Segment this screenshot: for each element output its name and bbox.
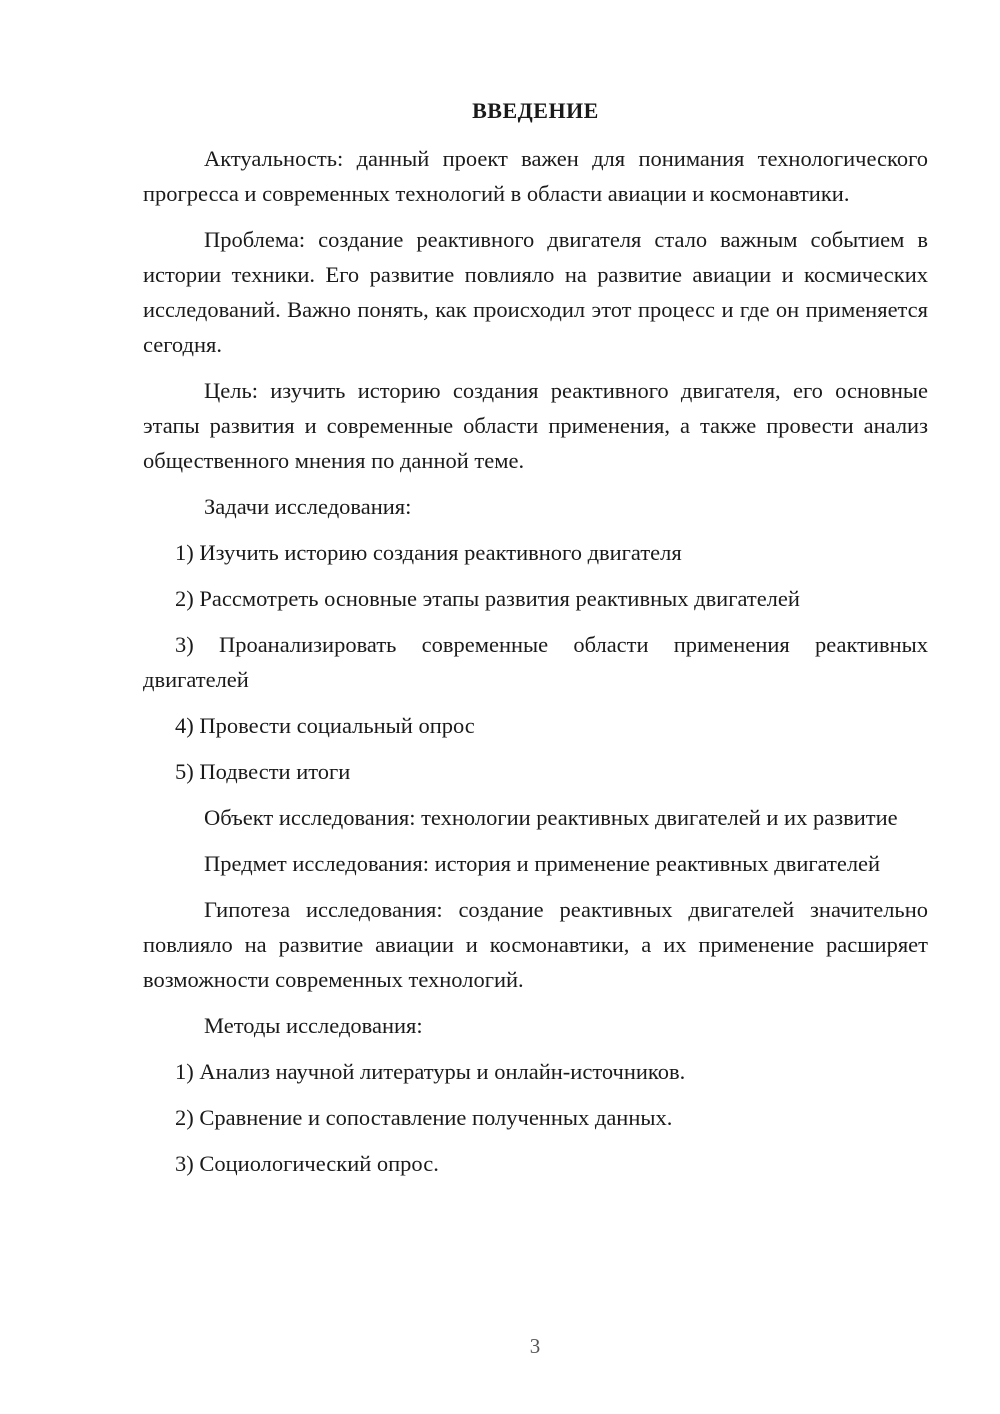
task-item-4: 4) Провести социальный опрос	[175, 713, 475, 738]
paragraph-methods-heading: Методы исследования:	[204, 1013, 423, 1038]
paragraph-relevance: Актуальность: данный проект важен для понимания технологического прогресса и современных технологий в области авиации и космонавтики.	[143, 146, 928, 206]
document-page	[143, 96, 928, 1192]
paragraph-problem: Проблема: создание реактивного двигателя стало важным событием в истории техники. Его развитие повлияло на развитие авиации и космических исследований. Важно понять, как происходил этот процесс и где он применяется сегодня.	[143, 227, 928, 357]
task-item-3: 3) Проанализировать современные области применения реактивных двигателей	[143, 632, 928, 692]
paragraph-subject: Предмет исследования: история и применение реактивных двигателей	[204, 851, 881, 876]
method-item-1: 1) Анализ научной литературы и онлайн-источников.	[175, 1059, 686, 1084]
page-title: ВВЕДЕНИЕ	[472, 98, 599, 123]
method-item-3: 3) Социологический опрос.	[175, 1151, 439, 1176]
task-item-1: 1) Изучить историю создания реактивного двигателя	[175, 540, 682, 565]
task-item-5: 5) Подвести итоги	[175, 759, 351, 784]
paragraph-hypothesis: Гипотеза исследования: создание реактивных двигателей значительно повлияло на развитие авиации и космонавтики, а их применение расширяет возможности современных технологий.	[143, 897, 928, 992]
page-number: 3	[529, 1334, 541, 1358]
paragraph-tasks-heading: Задачи исследования:	[204, 494, 412, 519]
task-item-2: 2) Рассмотреть основные этапы развития реактивных двигателей	[175, 586, 800, 611]
method-item-2: 2) Сравнение и сопоставление полученных данных.	[175, 1105, 673, 1130]
paragraph-object: Объект исследования: технологии реактивных двигателей и их развитие	[204, 805, 898, 830]
paragraph-goal: Цель: изучить историю создания реактивного двигателя, его основные этапы развития и современные области применения, а также провести анализ общественного мнения по данной теме.	[143, 378, 928, 473]
